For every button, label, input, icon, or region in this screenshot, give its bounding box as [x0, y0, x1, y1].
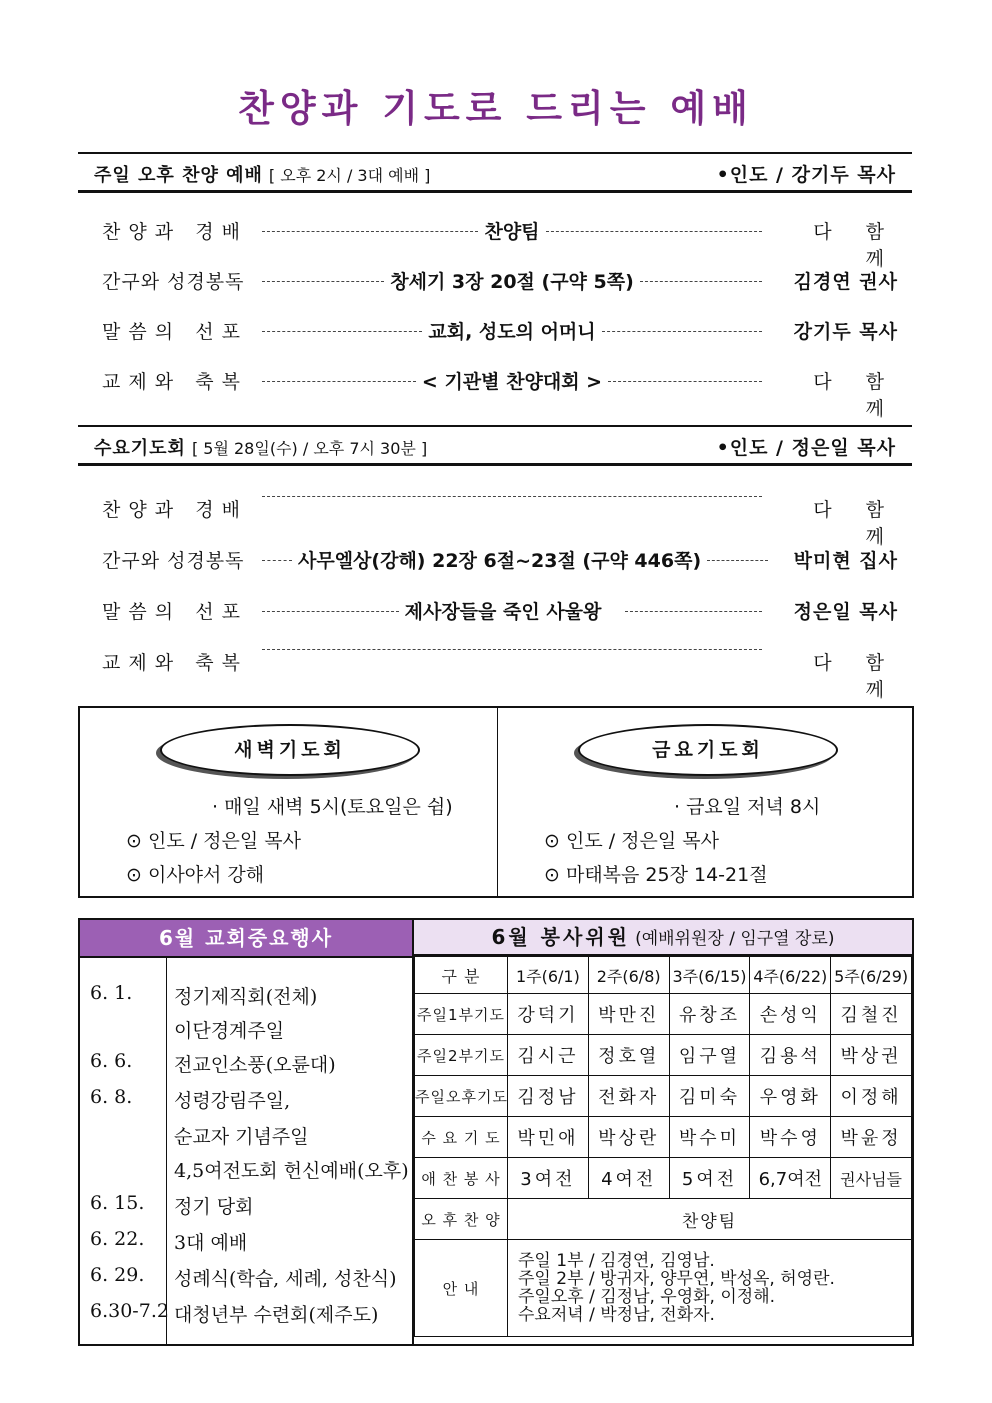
table-cell: 6,7여전 — [750, 1158, 831, 1199]
friday-prayer-leader: ⊙ 인도 / 정은일 목사 — [544, 830, 719, 852]
guide-cell — [508, 1240, 912, 1337]
events-title: 6월 교회중요행사 — [80, 920, 412, 958]
dawn-prayer-time: · 매일 새벽 5시(토요일은 쉼) — [212, 796, 453, 818]
table-cell: 우영화 — [750, 1076, 831, 1117]
dawn-prayer-title: 새벽기도회 — [160, 724, 420, 776]
order-text: 찬양팀 — [484, 221, 540, 243]
friday-prayer-title: 금요기도회 — [578, 724, 838, 776]
row-label: 안 내 — [415, 1240, 508, 1337]
order-row — [102, 495, 898, 548]
friday-prayer-panel — [497, 708, 914, 896]
event-date: 6. 8. — [90, 1086, 133, 1108]
table-cell: 박상란 — [588, 1117, 669, 1158]
wednesday-service-header — [78, 425, 912, 466]
guide-line: 수요저녁 / 박정남, 전화자. — [518, 1305, 715, 1325]
event-date: 6.30-7.2 — [90, 1300, 169, 1322]
table-cell: 김용석 — [750, 1035, 831, 1076]
table-cell: 박수영 — [750, 1117, 831, 1158]
table-cell: 3여전 — [508, 1158, 589, 1199]
service-title: 6월 봉사위원 — [491, 925, 630, 949]
table-cell: 강덕기 — [508, 994, 589, 1035]
event-name: 이단경계주일 — [174, 1020, 285, 1042]
order-label: 찬 양 과 경 배 — [102, 221, 242, 243]
order-row — [102, 317, 898, 343]
events-list — [80, 958, 412, 1344]
column-header: 5주(6/29) — [831, 957, 912, 994]
event-date: 6. 22. — [90, 1228, 145, 1250]
wednesday-service-leader: •인도 / 정은일 목사 — [716, 437, 896, 459]
column-header: 2주(6/8) — [588, 957, 669, 994]
dawn-prayer-leader: ⊙ 인도 / 정은일 목사 — [126, 830, 301, 852]
table-cell: 박상권 — [831, 1035, 912, 1076]
order-label: 교 제 와 축 복 — [102, 652, 242, 674]
order-row — [102, 217, 898, 270]
prayer-meetings-box — [78, 706, 914, 898]
order-person: 다 함 께 — [813, 499, 898, 548]
table-row — [415, 1199, 912, 1240]
table-cell: 박민애 — [508, 1117, 589, 1158]
event-date: 6. 15. — [90, 1192, 145, 1214]
event-name: 정기제직회(전체) — [174, 986, 318, 1008]
service-panel — [414, 920, 912, 1344]
event-date: 6. 29. — [90, 1264, 145, 1286]
table-cell: 정호열 — [588, 1035, 669, 1076]
order-text: 교회, 성도의 어머니 — [428, 321, 596, 343]
table-cell: 찬양팀 — [508, 1199, 912, 1240]
service-table — [414, 956, 912, 1337]
event-name: 성령강림주일, — [174, 1090, 291, 1112]
event-name: 정기 당회 — [174, 1196, 254, 1218]
column-header: 1주(6/1) — [508, 957, 589, 994]
table-row — [415, 994, 912, 1035]
event-name: 순교자 기념주일 — [174, 1126, 309, 1148]
bottom-tables — [78, 918, 914, 1346]
order-row — [102, 267, 898, 293]
order-person: 정은일 목사 — [793, 601, 898, 623]
sunday-service-header — [78, 152, 912, 193]
table-cell: 박수미 — [669, 1117, 750, 1158]
table-row — [415, 1240, 912, 1337]
order-label: 교 제 와 축 복 — [102, 371, 242, 393]
column-header: 구 분 — [415, 957, 508, 994]
order-person: 다 함 께 — [813, 652, 898, 701]
sunday-service-title: 주일 오후 찬양 예배 — [94, 165, 263, 186]
order-row — [102, 367, 898, 420]
table-cell: 김시근 — [508, 1035, 589, 1076]
row-label: 주일2부기도 — [415, 1035, 508, 1076]
table-cell: 전화자 — [588, 1076, 669, 1117]
table-row — [415, 1117, 912, 1158]
table-cell: 이정해 — [831, 1076, 912, 1117]
friday-prayer-topic: ⊙ 마태복음 25장 14-21절 — [544, 864, 768, 886]
row-label: 주일오후기도 — [415, 1076, 508, 1117]
table-row — [415, 1076, 912, 1117]
guide-line: 주일 2부 / 방귀자, 양무연, 박성옥, 허영란. — [518, 1269, 835, 1289]
event-name: 대청년부 수련회(제주도) — [174, 1304, 379, 1326]
dawn-prayer-topic: ⊙ 이사야서 강해 — [126, 864, 265, 886]
table-header-row — [415, 957, 912, 994]
row-label: 주일1부기도 — [415, 994, 508, 1035]
table-cell: 임구열 — [669, 1035, 750, 1076]
table-cell: 김정남 — [508, 1076, 589, 1117]
event-name: 4,5여전도회 헌신예배(오후) — [174, 1160, 409, 1182]
order-person: 다 함 께 — [813, 221, 898, 270]
row-label: 수 요 기 도 — [415, 1117, 508, 1158]
order-person: 김경연 권사 — [793, 271, 898, 293]
order-person: 박미현 집사 — [793, 550, 898, 572]
wednesday-service-time: [ 5월 28일(수) / 오후 7시 30분 ] — [191, 439, 428, 458]
order-row — [102, 648, 898, 701]
event-name: 성례식(학습, 세례, 성찬식) — [174, 1268, 397, 1290]
table-cell: 박윤정 — [831, 1117, 912, 1158]
row-label: 애 찬 봉 사 — [415, 1158, 508, 1199]
order-row — [102, 546, 898, 572]
table-cell: 유창조 — [669, 994, 750, 1035]
table-row — [415, 1158, 912, 1199]
order-label: 찬 양 과 경 배 — [102, 499, 242, 521]
row-label: 오 후 찬 양 — [415, 1199, 508, 1240]
service-subtitle: (예배위원장 / 임구열 장로) — [635, 929, 835, 949]
table-cell: 박만진 — [588, 994, 669, 1035]
order-person: 다 함 께 — [813, 371, 898, 420]
dawn-prayer-panel — [80, 708, 496, 896]
friday-prayer-time: · 금요일 저녁 8시 — [674, 796, 821, 818]
sunday-service-leader: •인도 / 강기두 목사 — [716, 164, 896, 186]
order-label: 말 씀 의 선 포 — [102, 601, 242, 623]
event-date: 6. 1. — [90, 982, 133, 1004]
table-cell: 김철진 — [831, 994, 912, 1035]
sunday-service-time: [ 오후 2시 / 3대 예배 ] — [268, 166, 431, 185]
order-person: 강기두 목사 — [793, 321, 898, 343]
table-cell: 4여전 — [588, 1158, 669, 1199]
page-title: 찬양과 기도로 드리는 예배 — [238, 87, 754, 130]
guide-line: 주일 1부 / 김경연, 김영남. — [518, 1251, 715, 1271]
table-cell: 손성익 — [750, 994, 831, 1035]
table-cell: 권사님들 — [831, 1158, 912, 1199]
service-header — [414, 920, 912, 956]
order-text: < 기관별 찬양대회 > — [421, 371, 603, 393]
table-cell: 김미숙 — [669, 1076, 750, 1117]
event-date: 6. 6. — [90, 1050, 133, 1072]
order-text: 사무엘상(강해) 22장 6절~23절 (구약 446쪽) — [298, 550, 702, 572]
order-text: 창세기 3장 20절 (구약 5쪽) — [390, 271, 634, 293]
column-header: 3주(6/15) — [669, 957, 750, 994]
event-name: 3대 예배 — [174, 1232, 248, 1254]
order-label: 간구와 성경봉독 — [102, 550, 245, 572]
order-label: 간구와 성경봉독 — [102, 271, 245, 293]
column-header: 4주(6/22) — [750, 957, 831, 994]
table-cell: 5여전 — [669, 1158, 750, 1199]
order-label: 말 씀 의 선 포 — [102, 321, 242, 343]
wednesday-service-title: 수요기도회 — [94, 438, 186, 459]
order-row — [102, 597, 898, 623]
table-row — [415, 1035, 912, 1076]
event-name: 전교인소풍(오륜대) — [174, 1054, 336, 1076]
events-panel — [80, 920, 414, 1344]
guide-line: 주일오후 / 김정남, 우영화, 이정해. — [518, 1287, 776, 1307]
order-text: 제사장들을 죽인 사울왕 — [404, 601, 602, 623]
